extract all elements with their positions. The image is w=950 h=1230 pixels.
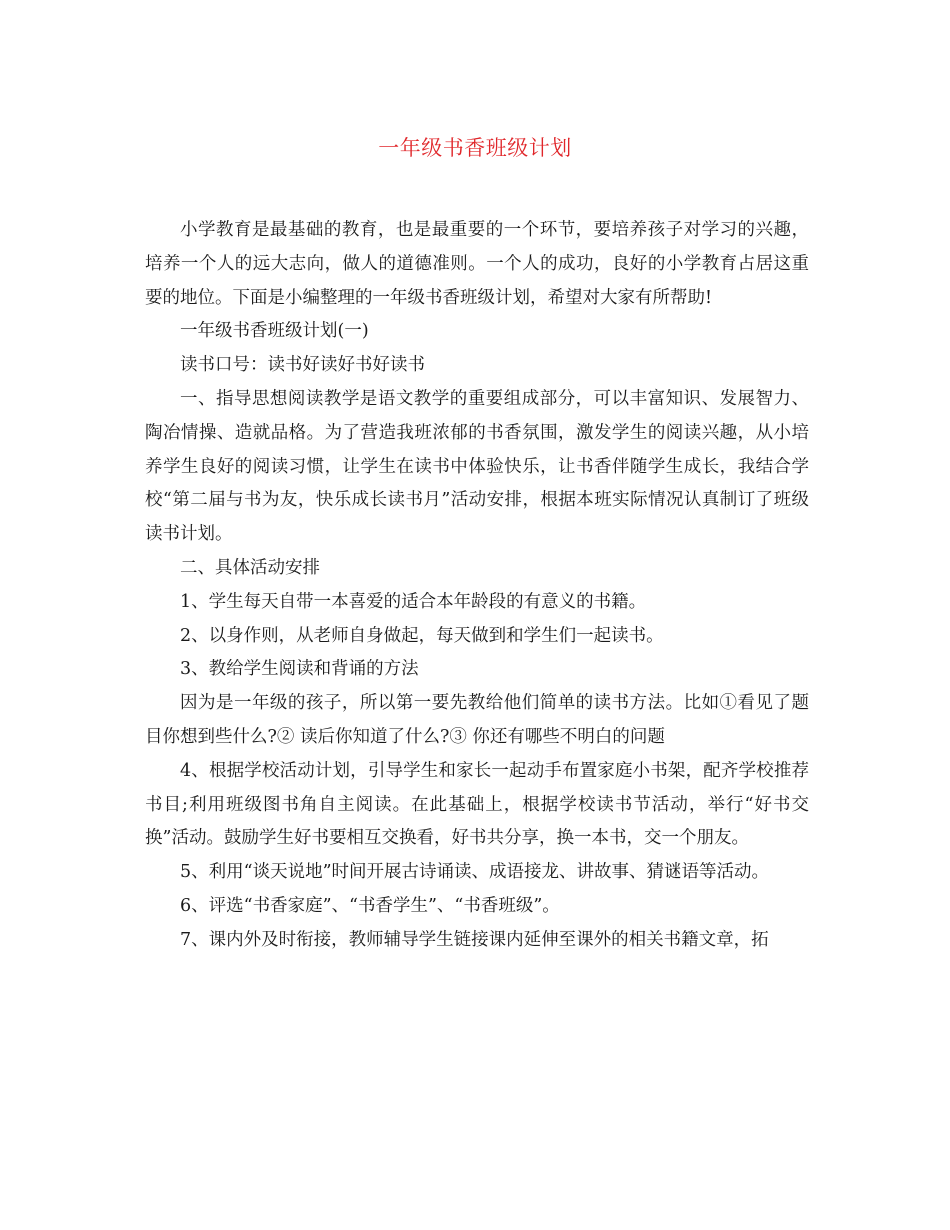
intro-paragraph: 小学教育是最基础的教育，也是最重要的一个环节，要培养孩子对学习的兴趣，培养一个人的远大志向，做人的道德准则。一个人的成功，良好的小学教育占居这重要的地位。下面是小编整理的一年级书香班级计划，希望对大家有所帮助! bbox=[145, 220, 809, 308]
reading-slogan: 读书口号：读书好读好书好读书 bbox=[180, 355, 425, 376]
activity-item-5: 5、利用“谈天说地”时间开展古诗诵读、成语接龙、讲故事、猜谜语等活动。 bbox=[180, 862, 770, 883]
activity-item-6: 6、评选“书香家庭”、“书香学生”、“书香班级”。 bbox=[180, 895, 560, 916]
document-body bbox=[145, 214, 809, 958]
guiding-ideology-paragraph: 一、指导思想阅读教学是语文教学的重要组成部分，可以丰富知识、发展智力、陶冶情操、造就品格。为了营造我班浓郁的书香氛围，激发学生的阅读兴趣，从小培养学生良好的阅读习惯，让学生在读书中体验快乐，让书香伴随学生成长，我结合学校“第二届与书为友，快乐成长读书月”活动安排，根据本班实际情况认真制订了班级读书计划。 bbox=[145, 388, 809, 545]
activity-item-3: 3、教给学生阅读和背诵的方法 bbox=[180, 659, 419, 680]
document-title: 一年级书香班级计划 bbox=[378, 136, 572, 160]
activity-item-7: 7、课内外及时衔接，教师辅导学生链接课内延伸至课外的相关书籍文章，拓 bbox=[180, 929, 769, 950]
activities-heading: 二、具体活动安排 bbox=[180, 557, 320, 578]
reading-method-paragraph: 因为是一年级的孩子，所以第一要先教给他们简单的读书方法。比如①看见了题目你想到些什么?② 读后你知道了什么?③ 你还有哪些不明白的问题 bbox=[145, 693, 809, 747]
activity-item-1: 1、学生每天自带一本喜爱的适合本年龄段的有意义的书籍。 bbox=[180, 591, 647, 612]
plan-heading: 一年级书香班级计划(一) bbox=[180, 321, 369, 342]
activity-item-2: 2、以身作则，从老师自身做起，每天做到和学生们一起读书。 bbox=[180, 625, 664, 646]
activity-item-4: 4、根据学校活动计划，引导学生和家长一起动手布置家庭小书架，配齐学校推荐书目;利用班级图书角自主阅读。在此基础上，根据学校读书节活动，举行“好书交换”活动。鼓励学生好书要相互交换看，好书共分享，换一本书，交一个朋友。 bbox=[145, 760, 809, 849]
